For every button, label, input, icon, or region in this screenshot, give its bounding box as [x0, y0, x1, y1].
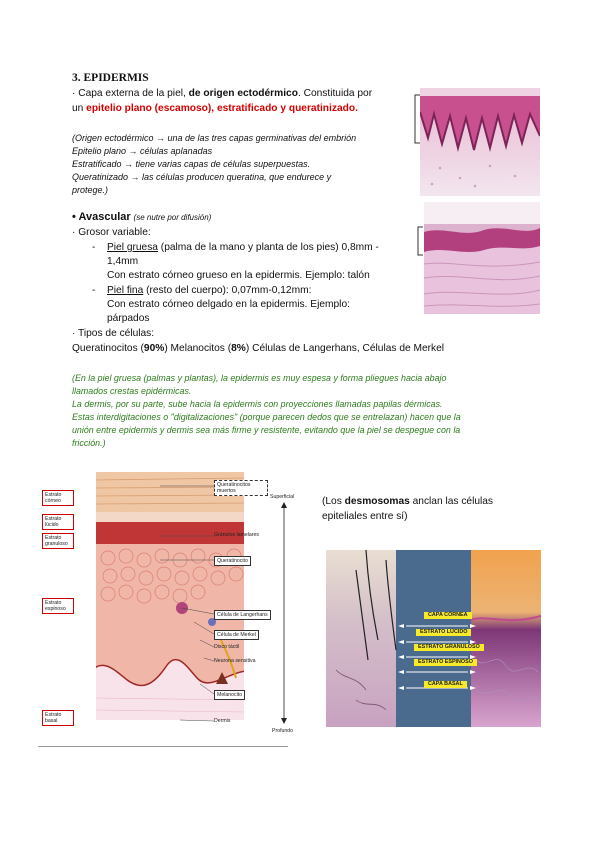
- tipos-label: · Tipos de células:: [72, 328, 155, 339]
- label-granulos-lamelares: Gránulos lamelares: [214, 532, 259, 538]
- green-note-4: Estas interdigitaciones o "digitalizaciones" (porque parecen dedos que se entrelazan) hacen que la: [72, 412, 461, 422]
- label-estrato-espinoso: Estrato espinoso: [42, 598, 74, 614]
- piel-gruesa-cont: 1,4mm: [107, 256, 139, 267]
- note-line-1: (Origen ectodérmico → una de las tres capas germinativas del embrión: [72, 133, 357, 143]
- photo-label-estrato-espinoso: ESTRATO ESPINOSO: [414, 659, 477, 666]
- bullet-dash-2: -: [92, 285, 96, 296]
- piel-gruesa-text: (palma de la mano y planta de los pies) 0,8mm -: [157, 242, 379, 253]
- epithelium-highlight: epitelio plano (escamoso), estratificado y queratinizado.: [86, 103, 358, 114]
- intro-line-1: [72, 87, 372, 101]
- green-note-6: fricción.): [72, 438, 106, 448]
- green-note-2: llamados crestas epidérmicas.: [72, 386, 192, 396]
- intro-text-2: un: [72, 103, 87, 114]
- grosor-label: · Grosor variable:: [72, 227, 151, 238]
- bullet-dash-1: -: [92, 242, 96, 253]
- green-note-3: La dermis, por su parte, sube hacia la epidermis con proyecciones llamadas papilas dérmicas.: [72, 399, 443, 409]
- photo-label-capa-cornea: CAPA CÓRNEA: [424, 612, 472, 619]
- photo-label-capa-basal: CAPA BASAL: [424, 681, 467, 688]
- desmosomas-a: (Los: [322, 496, 345, 507]
- depth-arrow: [280, 502, 288, 726]
- intro-text-end: . Constituida por: [297, 88, 373, 99]
- piel-fina-term: Piel fina: [107, 285, 144, 296]
- label-profundo: Profundo: [272, 728, 294, 734]
- label-melanocito: Melanocito: [214, 690, 245, 700]
- green-note-5: unión entre epidermis y dermis sea más firme y resistente, evitando que la piel se despegue con la: [72, 425, 461, 435]
- desmosomas-term: desmosomas: [344, 496, 410, 507]
- piel-fina-line: [107, 284, 311, 298]
- skin-layers-photo: [326, 550, 541, 727]
- label-disco-tactil: Disco táctil: [214, 644, 240, 650]
- thickness-bracket-1: [413, 94, 421, 144]
- tipos-b: ) Melanocitos (: [164, 343, 232, 354]
- section-title: 3. EPIDERMIS: [72, 72, 149, 84]
- epidermis-diagram: [38, 470, 295, 750]
- desmosomas-c: anclan las células: [409, 496, 494, 507]
- note-line-2: Epitelio plano → células aplanadas: [72, 146, 213, 156]
- desmosomas-line-1: [322, 495, 493, 509]
- label-queratinocitos-muertos: Queratinocitos muertos: [214, 480, 268, 496]
- leader-lines: [160, 470, 220, 732]
- label-estrato-corneo: Estrato córneo: [42, 490, 74, 506]
- label-estrato-granuloso: Estrato granuloso: [42, 533, 74, 549]
- piel-fina-detail-2: párpados: [107, 313, 150, 324]
- divider-line: [38, 746, 288, 747]
- desmosomas-line-2: epiteliales entre sí): [322, 511, 408, 522]
- photo-label-estrato-lucido: ESTRATO LÚCIDO: [416, 629, 471, 636]
- tipos-c: ) Células de Langerhans, Células de Merkel: [245, 343, 445, 354]
- micrograph-thin-skin: [424, 202, 540, 314]
- label-estrato-lucido: Estrato lúcido: [42, 514, 74, 530]
- note-line-3: Estratificado → tiene varias capas de células superpuestas.: [72, 159, 311, 169]
- label-merkel: Célula de Merkel: [214, 630, 259, 640]
- skin-photo-graphic: [326, 550, 541, 727]
- tipos-line: [72, 342, 444, 356]
- photo-label-estrato-granuloso: ESTRATO GRANULOSO: [414, 644, 484, 651]
- micrograph-thick-skin: [420, 88, 540, 196]
- note-line-5: protege.): [72, 185, 109, 195]
- avascular-label: • Avascular: [72, 211, 131, 223]
- piel-gruesa-term: Piel gruesa: [107, 242, 158, 253]
- label-dermis: Dermis: [214, 718, 231, 724]
- avascular-note: (se nutre por difusión): [133, 213, 212, 222]
- piel-fina-detail-1: Con estrato córneo delgado en la epidermis. Ejemplo:: [107, 299, 350, 310]
- note-line-4: Queratinizado → las células producen queratina, que endurece y: [72, 172, 332, 182]
- piel-gruesa-line: [107, 241, 379, 255]
- label-neurona-sensitiva: Neurona sensitiva: [214, 658, 256, 664]
- green-note-1: (En la piel gruesa (palmas y plantas), la epidermis es muy espesa y forma pliegues hacia abajo: [72, 373, 447, 383]
- piel-fina-text: (resto del cuerpo): 0,07mm-0,12mm:: [143, 285, 312, 296]
- piel-gruesa-detail: Con estrato córneo grueso en la epidermis. Ejemplo: talón: [107, 270, 370, 281]
- intro-text: · Capa externa de la piel,: [72, 88, 189, 99]
- thickness-bracket-2: [416, 226, 424, 256]
- tipos-b-pct: 8%: [231, 343, 246, 354]
- label-langerhans: Célula de Langerhans: [214, 610, 271, 620]
- label-queratinocito: Queratinocito: [214, 556, 251, 566]
- tipos-a-pct: 90%: [143, 343, 165, 354]
- intro-bold: de origen ectodérmico: [188, 88, 298, 99]
- avascular-line: [72, 211, 211, 225]
- tipos-a: Queratinocitos (: [72, 343, 144, 354]
- intro-line-2: [72, 102, 358, 116]
- label-estrato-basal: Estrato basal: [42, 710, 74, 726]
- label-superficial: Superficial: [270, 494, 295, 500]
